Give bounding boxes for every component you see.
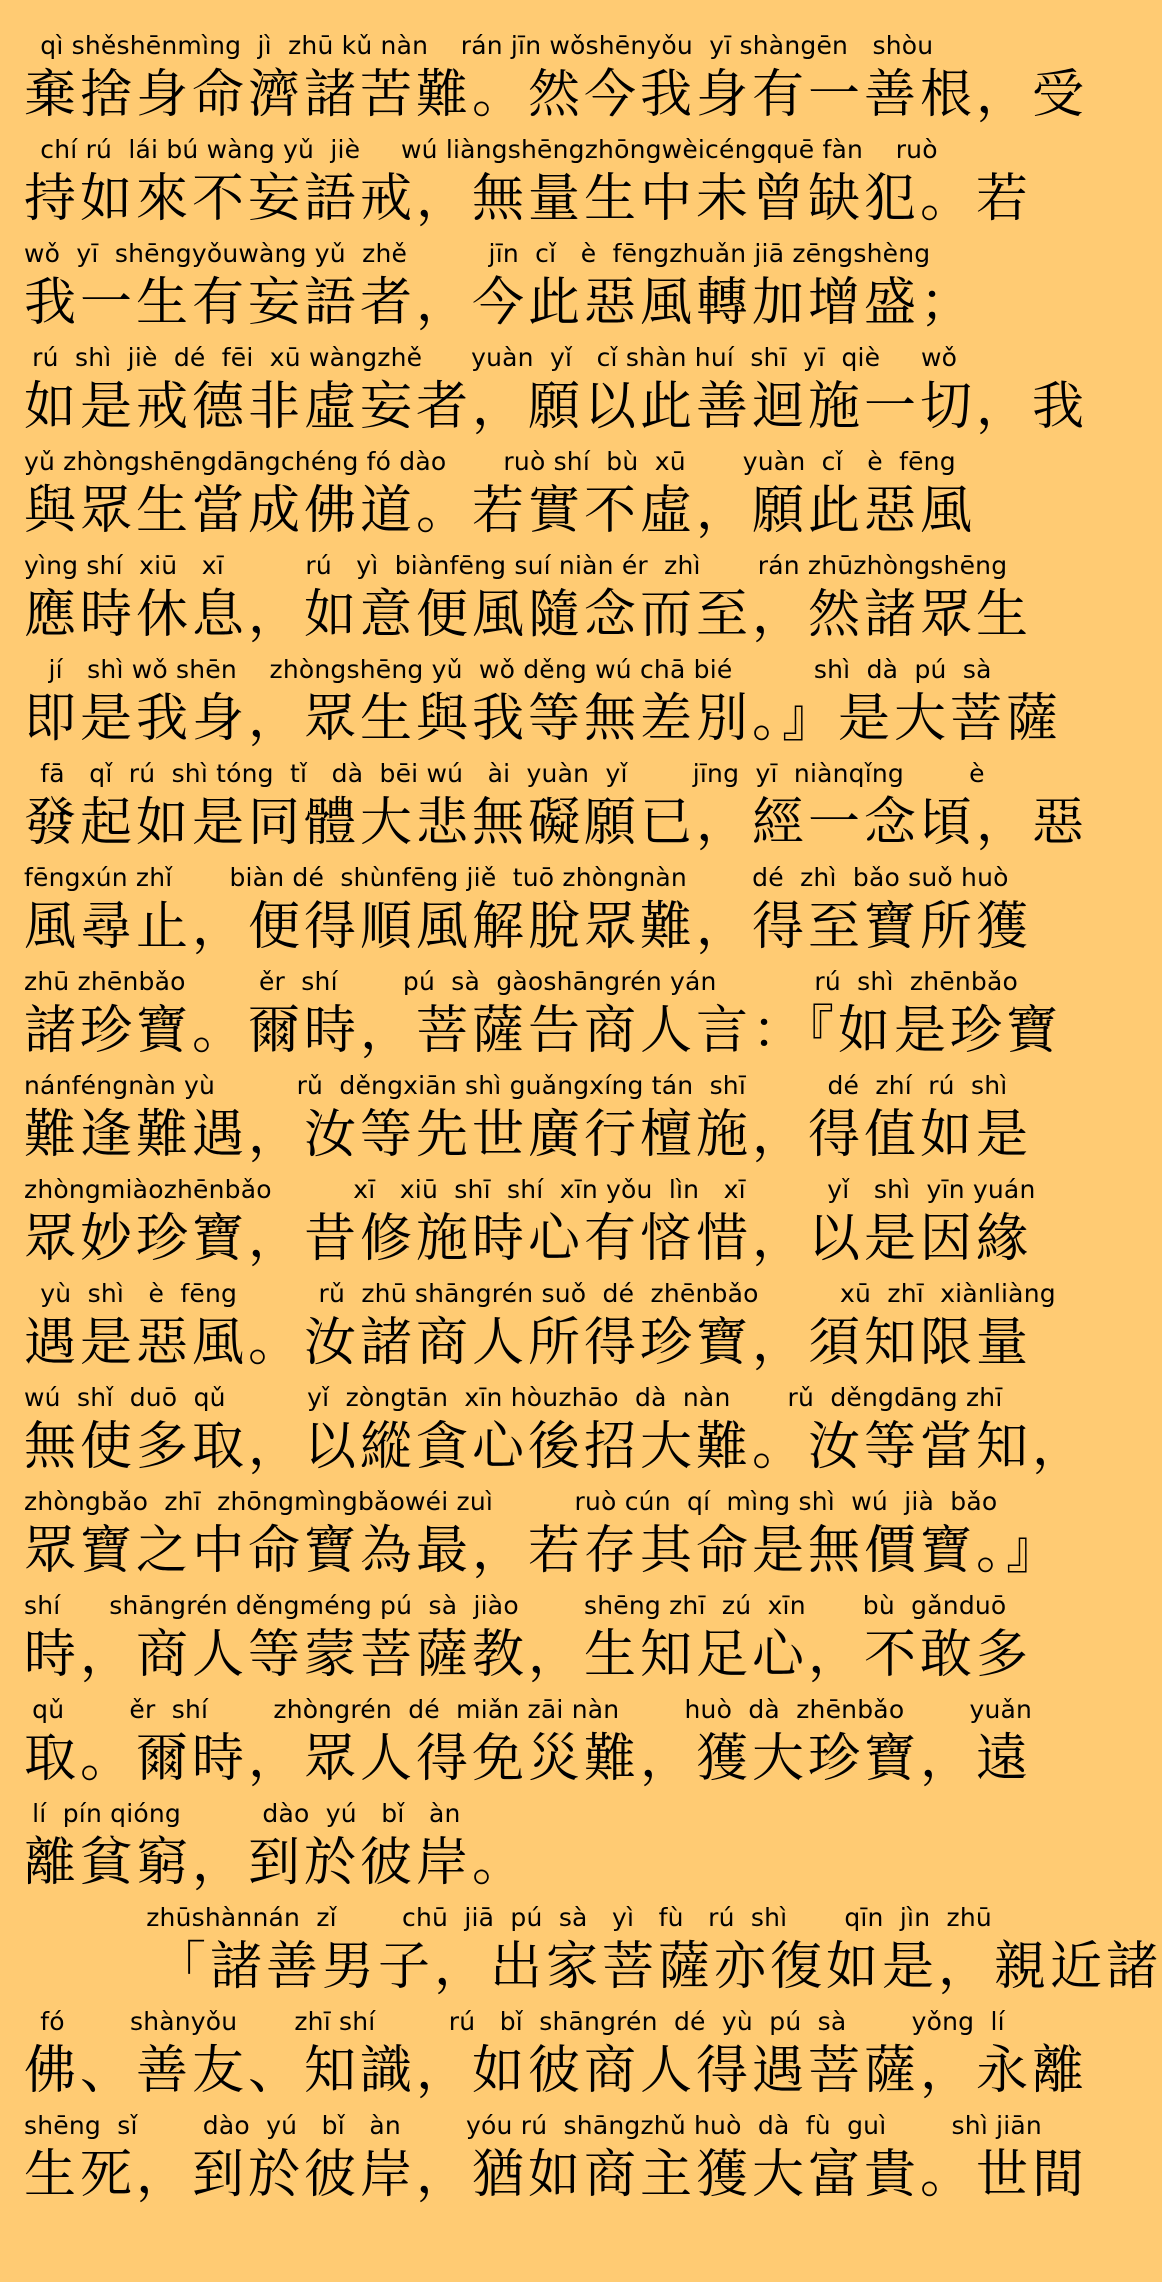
chinese-text: 遇是惡風。汝諸商人所得珍寶，須知限量 <box>24 1313 1033 1373</box>
pinyin-annotation: wú shǐ duō qǔ yǐ zòngtān xīn hòuzhāo dà nàn rǔ děngdāng zhī <box>24 1383 1003 1412</box>
text-line <box>24 342 1089 446</box>
chinese-text: 眾妙珍寶，昔修施時心有悋惜，以是因緣 <box>24 1209 1033 1269</box>
pinyin-annotation: qǔ ěr shí zhòngrén dé miǎn zāi nàn huò dà zhēnbǎo yuǎn <box>24 1695 1033 1724</box>
text-line <box>24 1902 1162 2006</box>
text-line <box>24 1382 1089 1486</box>
chinese-text: 時，商人等蒙菩薩教，生知足心，不敢多 <box>24 1625 1033 1685</box>
pinyin-annotation: shí shāngrén děngméng pú sà jiào shēng zhī zú xīn bù gǎnduō <box>24 1591 1007 1620</box>
pinyin-annotation: lí pín qióng dào yú bǐ àn <box>24 1799 461 1828</box>
chinese-text: 佛、善友、知識，如彼商人得遇菩薩，永離 <box>24 2041 1089 2101</box>
chinese-text: 眾寶之中命寶為最，若存其命是無價寶。』 <box>24 1521 1063 1581</box>
pinyin-annotation: wǒ yī shēngyǒuwàng yǔ zhě jīn cǐ è fēngzhuǎn jiā zēngshèng <box>24 239 931 268</box>
pinyin-annotation: fó shànyǒu zhī shí rú bǐ shāngrén dé yù pú sà yǒng lí <box>24 2007 1005 2036</box>
pinyin-annotation: fēngxún zhǐ biàn dé shùnfēng jiě tuō zhòngnàn dé zhì bǎo suǒ huò <box>24 863 1009 892</box>
chinese-text: 風尋止，便得順風解脫眾難，得至寶所獲 <box>24 897 1033 957</box>
text-line <box>24 134 1056 238</box>
pinyin-annotation: yǔ zhòngshēngdāngchéng fó dào ruò shí bù xū yuàn cǐ è fēng <box>24 447 956 476</box>
pinyin-annotation: nánféngnàn yù rǔ děngxiān shì guǎngxíng tán shī dé zhí rú shì <box>24 1071 1008 1100</box>
text-line <box>24 1278 1056 1382</box>
pinyin-annotation: chí rú lái bú wàng yǔ jiè wú liàngshēngzhōngwèicéngquē fàn ruò <box>24 135 938 164</box>
chinese-text: 與眾生當成佛道。若實不虛，願此惡風 <box>24 481 977 541</box>
pinyin-annotation: fā qǐ rú shì tóng tǐ dà bēi wú ài yuàn yǐ jīng yī niànqǐng è <box>24 759 985 788</box>
pinyin-annotation: zhòngmiàozhēnbǎo xī xiū shī shí xīn yǒu lìn xī yǐ shì yīn yuán <box>24 1175 1036 1204</box>
text-line <box>24 966 1063 1070</box>
pinyin-annotation: zhū zhēnbǎo ěr shí pú sà gàoshāngrén yán rú shì zhēnbǎo <box>24 967 1018 996</box>
chinese-text: 持如來不妄語戒，無量生中未曾缺犯。若 <box>24 169 1033 229</box>
text-column <box>24 30 1162 2214</box>
chinese-text: 即是我身，眾生與我等無差別。』是大菩薩 <box>24 689 1063 749</box>
text-line <box>24 654 1063 758</box>
text-line <box>24 550 1056 654</box>
chinese-text: 生死，到於彼岸，猶如商主獲大富貴。世間 <box>24 2145 1089 2205</box>
text-line <box>24 1174 1056 1278</box>
chinese-text: 我一生有妄語者，今此惡風轉加增盛； <box>24 273 977 333</box>
text-line <box>24 1070 1056 1174</box>
chinese-text: 取。爾時，眾人得免災難，獲大珍寶，遠 <box>24 1729 1033 1789</box>
text-line <box>24 2110 1089 2214</box>
chinese-text: 「諸善男子，出家菩薩亦復如是，親近諸 <box>154 1937 1162 1997</box>
chinese-text: 難逢難遇，汝等先世廣行檀施，得值如是 <box>24 1105 1033 1165</box>
text-line <box>24 238 1056 342</box>
pinyin-annotation: zhòngbǎo zhī zhōngmìngbǎowéi zuì ruò cún qí mìng shì wú jià bǎo <box>24 1487 998 1516</box>
text-line <box>24 1590 1056 1694</box>
chinese-text: 發起如是同體大悲無礙願已，經一念頃，惡 <box>24 793 1089 853</box>
text-line <box>24 446 1056 550</box>
text-line <box>24 2006 1089 2110</box>
pinyin-annotation: rú shì jiè dé fēi xū wàngzhě yuàn yǐ cǐ shàn huí shī yī qiè wǒ <box>24 343 958 372</box>
text-line <box>24 862 1056 966</box>
pinyin-annotation: yìng shí xiū xī rú yì biànfēng suí niàn ér zhì rán zhūzhòngshēng <box>24 551 1008 580</box>
chinese-text: 諸珍寶。爾時，菩薩告商人言：『如是珍寶 <box>24 1001 1063 1061</box>
text-line <box>24 758 1089 862</box>
pinyin-annotation: yù shì è fēng rǔ zhū shāngrén suǒ dé zhēnbǎo xū zhī xiànliàng <box>24 1279 1056 1308</box>
chinese-text: 無使多取，以縱貪心後招大難。汝等當知， <box>24 1417 1089 1477</box>
pinyin-annotation: jí shì wǒ shēn zhòngshēng yǔ wǒ děng wú chā bié shì dà pú sà <box>24 655 992 684</box>
text-line <box>24 1694 1056 1798</box>
text-line <box>24 1798 1056 1902</box>
chinese-text: 如是戒德非虛妄者，願以此善迴施一切，我 <box>24 377 1089 437</box>
pinyin-annotation: zhūshànnán zǐ chū jiā pú sà yì fù rú shì qīn jìn zhū <box>24 1903 992 1932</box>
pinyin-annotation: shēng sǐ dào yú bǐ àn yóu rú shāngzhǔ huò dà fù guì shì jiān <box>24 2111 1042 2140</box>
chinese-text: 應時休息，如意便風隨念而至，然諸眾生 <box>24 585 1033 645</box>
pinyin-annotation: qì shěshēnmìng jì zhū kǔ nàn rán jīn wǒshēnyǒu yī shàngēn shòu <box>24 31 934 60</box>
text-line <box>24 1486 1063 1590</box>
chinese-text: 棄捨身命濟諸苦難。然今我身有一善根，受 <box>24 65 1089 125</box>
chinese-text: 離貧窮，到於彼岸。 <box>24 1833 529 1893</box>
text-line <box>24 30 1089 134</box>
